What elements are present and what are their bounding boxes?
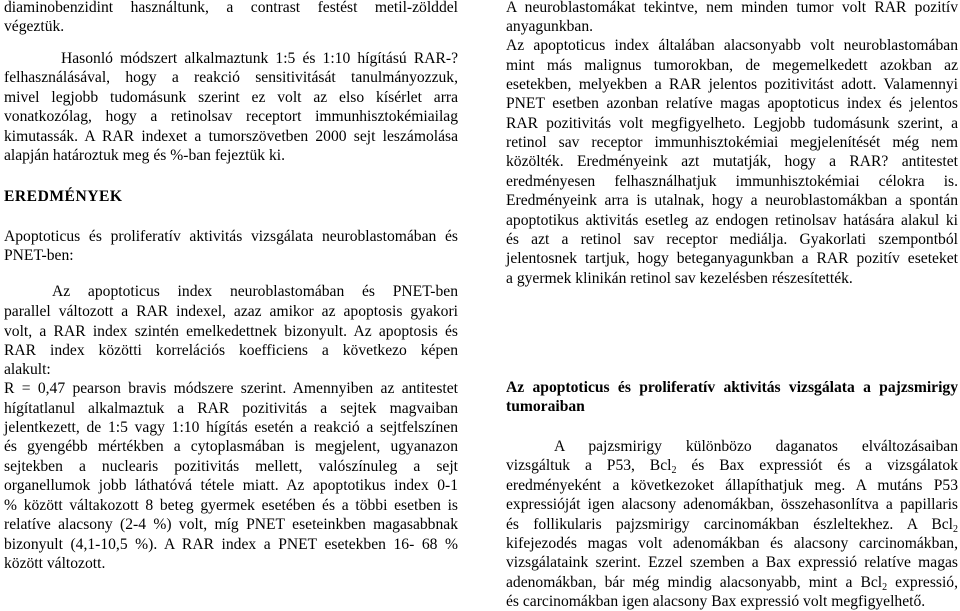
text-line: kimutassák. A RAR indexet a tumorszövetben 2000 sejt leszámolása xyxy=(4,128,458,145)
text-line: expressióját igen alacsony adenomákban, összehasonlítva a papillaris xyxy=(506,496,958,513)
text-line: és carcinomákban igen alacsony Bax expressió volt megfigyelhető. xyxy=(506,593,926,610)
text-line: esetekben, melyekben a RAR jelentos pozitivitást adott. Valamennyi xyxy=(506,76,958,93)
text-line: jelentosnek tartjuk, hogy beteganyagunkban a RAR pozitív eseteket xyxy=(506,250,958,267)
text-line: és follikularis pajzsmirigy carcinomákban észleltekhez. A Bcl$_2$ xyxy=(506,516,958,535)
text-line: Az apoptoticus index neuroblastomában és PNET-ben xyxy=(52,283,458,300)
text-line: apoptotikus aktivitás esetleg az endogen retinolsav hatására alakul ki xyxy=(506,212,958,229)
text-line: relatíve alacsony (2-4 %) volt, míg PNET eseteinkben magasabbnak xyxy=(4,516,458,533)
text-line: kifejezodés magas volt adenomákban és alacsony carcinomákban, xyxy=(506,535,958,552)
text-line: a gyermek klinikán retinol sav kezelésben részesítették. xyxy=(506,270,853,287)
section-heading: Az apoptoticus és proliferatív aktivitás vizsgálata a pajzsmirigy xyxy=(506,379,958,396)
text-line: Hasonló módszert alkalmaztunk 1:5 és 1:10 hígítású RAR-? xyxy=(61,50,458,67)
text-line: Apoptoticus és proliferatív aktivitás vizsgálata neuroblastomában és xyxy=(4,228,458,245)
text-line: eredményeként a következoket állapíthatjuk meg. A mutáns P53 xyxy=(506,477,958,494)
text-line: adenomákban, bár még mindig alacsonyabb, mint a Bcl$_2$ expressió, xyxy=(506,574,958,593)
text-line: A neuroblastomákat tekintve, nem minden tumor volt RAR pozitív xyxy=(506,0,958,16)
section-heading: EREDMÉNYEK xyxy=(4,188,123,205)
text-line: sejtekben a nuclearis pozitivitás mellett, valószínuleg a sejt xyxy=(4,458,458,475)
text-line: PNET esetben azonban relatíve magas apoptoticus index és jelentos xyxy=(506,95,958,112)
text-line: alapján határoztuk meg és %-ban fejeztük ki. xyxy=(4,147,285,164)
text-line: és azt a retinol sav receptor mediálja. Gyakorlati szempontból xyxy=(506,231,958,248)
text-line: közölték. Eredményeink azt mutatják, hogy a RAR? antitestet xyxy=(506,153,958,170)
text-line: hígítatlanul alkalmaztuk a RAR pozitivitás a sejtek magvaiban xyxy=(4,400,458,417)
text-line: retinol sav receptor immunhisztokémiai megjelenítését még nem xyxy=(506,134,958,151)
text-line: A pajzsmirigy különbözo daganatos elváltozásaiban xyxy=(554,438,958,455)
section-heading: tumoraiban xyxy=(506,398,585,415)
text-line: anyagunkban. xyxy=(506,18,594,35)
text-line: végeztük. xyxy=(4,18,65,35)
text-line: organellumok jobb láthatóvá tétele miatt. Az apoptotikus index 0-1 xyxy=(4,477,458,494)
text-line: és gyengébb mértékben a cytoplasmában is megjelent, ugyanazon xyxy=(4,438,458,455)
text-line: vizsgáltuk a P53, Bcl$_2$ és Bax expressiót és a vizsgálatok xyxy=(506,457,958,476)
text-line: felhasználásával, hogy a reakció sensitivitását tanulmányozzuk, xyxy=(4,69,458,86)
text-line: vonatkozólag, hogy a retinolsav receptort immunhisztokémiailag xyxy=(4,108,458,125)
text-line: % között váltakozott 8 beteg gyermek esetében és a többi esetben is xyxy=(4,497,458,514)
text-line: jelentkezett, de 1:5 vagy 1:10 hígítás esetén a reakció a sejtfelszínen xyxy=(4,419,458,436)
text-line: RAR pozitivitás volt megfigyelheto. Legjobb tudomásunk szerint, a xyxy=(506,115,958,132)
text-line: R = 0,47 pearson bravis módszere szerint. Amennyiben az antitestet xyxy=(4,380,458,397)
text-line: parallel változott a RAR indexel, azaz amikor az apoptosis gyakori xyxy=(4,303,458,320)
text-line: eredményesen felhasználhatjuk immunhisztokémiai célokra is. xyxy=(506,173,958,190)
text-line: alakult: xyxy=(4,361,51,378)
text-line: Az apoptoticus index általában alacsonyabb volt neuroblastomában xyxy=(506,37,958,54)
text-line: RAR index közötti korrelációs koefficiens a következo képen xyxy=(4,342,458,359)
text-line: PNET-ben: xyxy=(4,247,74,264)
text-line: között változott. xyxy=(4,555,106,572)
text-line: mint más malignus tumorokban, de megemelkedett azokban az xyxy=(506,57,958,74)
text-line: vizsgálataink szerint. Ezzel szemben a Bax expressió relatíve magas xyxy=(506,554,958,571)
text-line: diaminobenzidint használtunk, a contrast festést metil-zölddel xyxy=(4,0,458,16)
text-line: mivel legjobb tudomásunk szerint ez volt az elso kísérlet arra xyxy=(4,89,458,106)
text-line: bizonyult (4,1-10,5 %). A RAR index a PNET esetekben 16- 68 % xyxy=(4,536,458,553)
text-line: volt, a RAR index szintén emelkedettnek bizonyult. Az apoptosis és xyxy=(4,323,458,340)
text-line: Eredményeink arra is utalnak, hogy a neuroblastomákban a spontán xyxy=(506,192,958,209)
